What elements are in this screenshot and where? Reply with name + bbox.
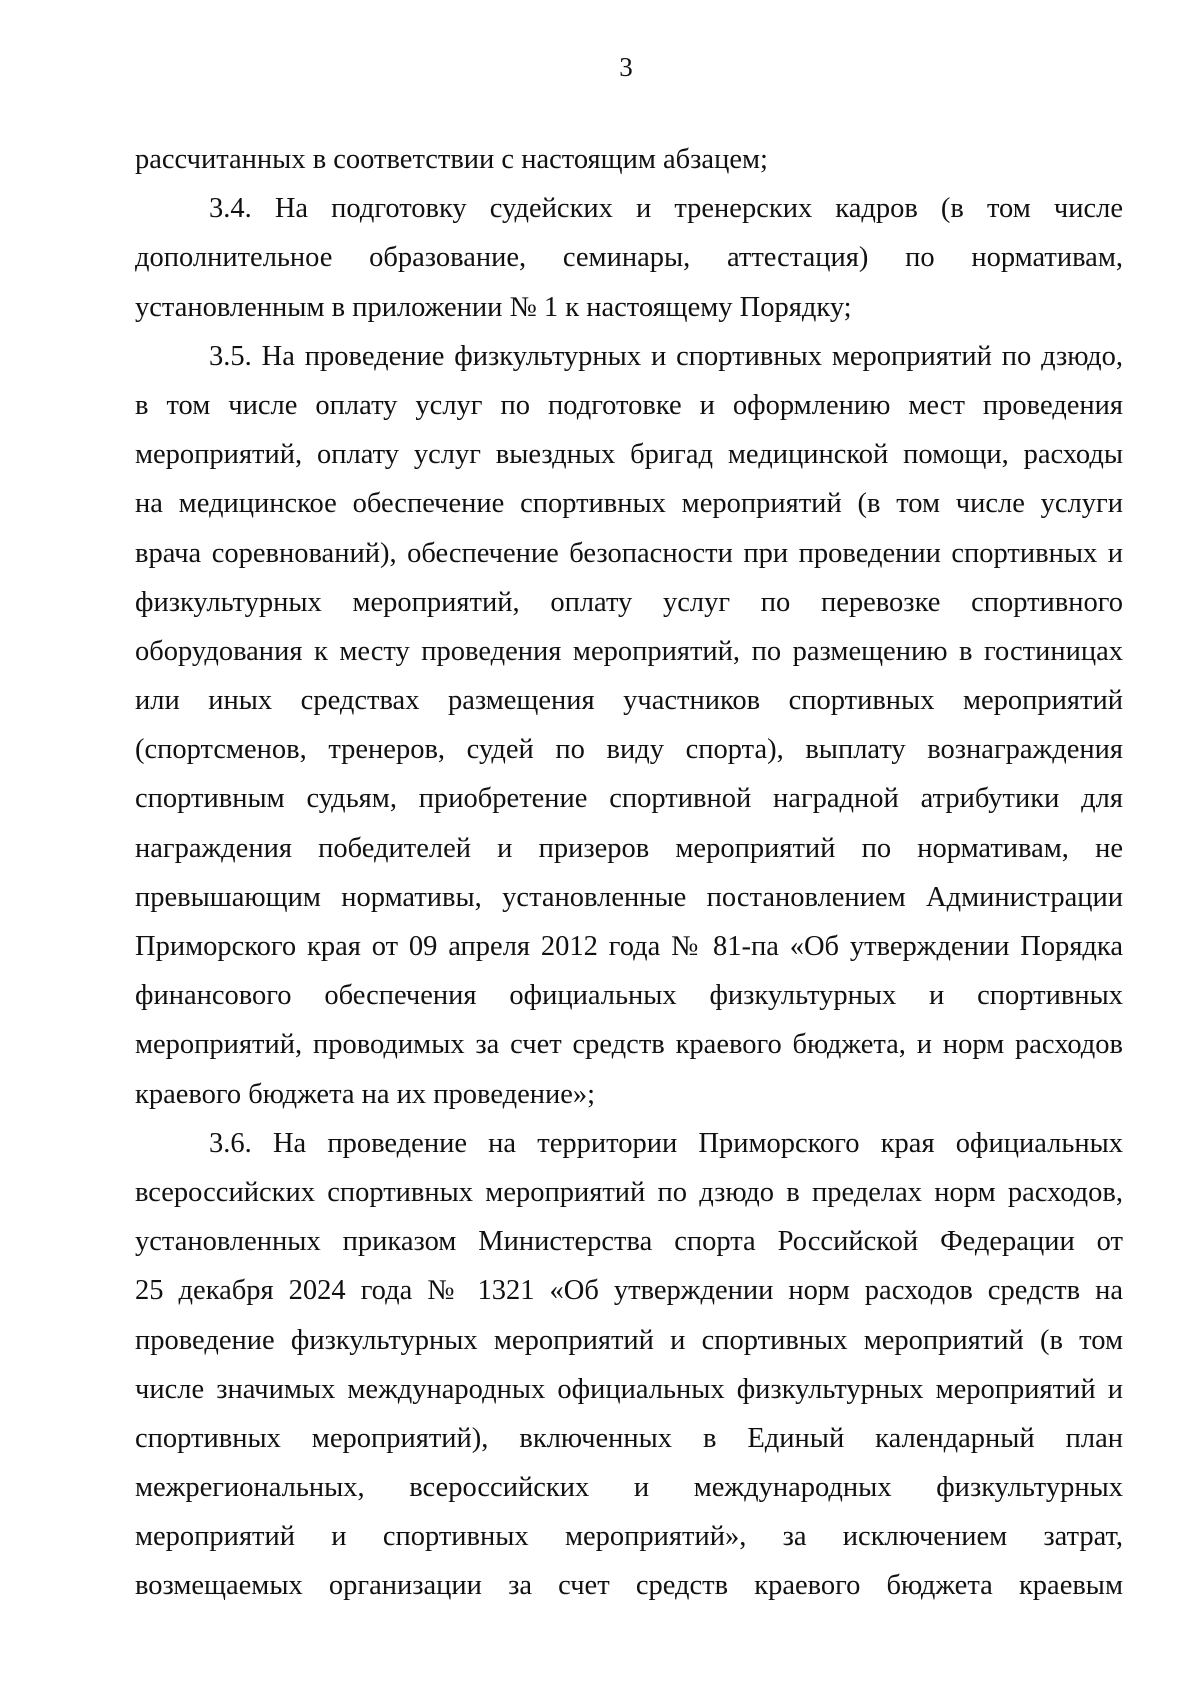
text-line: дополнительное образование, семинары, аттестация) по нормативам,: [135, 242, 1123, 274]
page-number: 3: [619, 52, 633, 82]
paragraph-3-6-first-line: 3.6. На проведение на территории Приморского края официальных: [209, 1127, 1123, 1159]
text-line: всероссийских спортивных мероприятий по дзюдо в пределах норм расходов,: [135, 1176, 1123, 1208]
text-line: физкультурных мероприятий, оплату услуг по перевозке спортивного: [135, 586, 1123, 618]
text-line: мероприятий, оплату услуг выездных бригад медицинской помощи, расходы: [135, 439, 1123, 471]
text-line: врача соревнований), обеспечение безопасности при проведении спортивных и: [135, 537, 1123, 569]
text-line: установленных приказом Министерства спорта Российской Федерации от: [135, 1226, 1123, 1258]
text-line: оборудования к месту проведения мероприятий, по размещению в гостиницах: [135, 635, 1123, 667]
text-line: на медицинское обеспечение спортивных мероприятий (в том числе услуги: [135, 488, 1123, 520]
paragraph-3-5-first-line: 3.5. На проведение физкультурных и спортивных мероприятий по дзюдо,: [209, 340, 1123, 372]
text-line: числе значимых международных официальных физкультурных мероприятий и: [135, 1373, 1123, 1405]
text-line: Приморского края от 09 апреля 2012 года № 81-па «Об утверждении Порядка: [135, 931, 1123, 962]
text-line: краевого бюджета на их проведение»;: [135, 1078, 596, 1110]
text-line: (спортсменов, тренеров, судей по виду спорта), выплату вознаграждения: [135, 734, 1123, 766]
document-body: [135, 135, 1123, 1611]
paragraph-3-4-first-line: 3.4. На подготовку судейских и тренерских кадров (в том числе: [209, 193, 1123, 225]
text-line: проведение физкультурных мероприятий и спортивных мероприятий (в том: [135, 1324, 1123, 1356]
text-line: награждения победителей и призеров мероприятий по нормативам, не: [135, 832, 1123, 864]
text-line: возмещаемых организации за счет средств краевого бюджета краевым: [135, 1570, 1123, 1602]
text-line: превышающим нормативы, установленные постановлением Администрации: [135, 881, 1123, 913]
text-line: мероприятий, проводимых за счет средств краевого бюджета, и норм расходов: [135, 1029, 1123, 1061]
text-line: в том числе оплату услуг по подготовке и оформлению мест проведения: [135, 389, 1123, 421]
text-line: или иных средствах размещения участников спортивных мероприятий: [135, 685, 1123, 717]
text-line: межрегиональных, всероссийских и международных физкультурных: [135, 1472, 1123, 1504]
text-line: установленным в приложении № 1 к настоящему Порядку;: [135, 291, 852, 323]
text-line: спортивным судьям, приобретение спортивной наградной атрибутики для: [135, 783, 1123, 815]
text-line: рассчитанных в соответствии с настоящим абзацем;: [135, 144, 768, 175]
text-line: финансового обеспечения официальных физкультурных и спортивных: [135, 980, 1123, 1012]
text-line: 25 декабря 2024 года № 1321 «Об утверждении норм расходов средств на: [135, 1275, 1123, 1307]
text-line: спортивных мероприятий), включенных в Единый календарный план: [135, 1422, 1123, 1454]
text-line: мероприятий и спортивных мероприятий», за исключением затрат,: [135, 1521, 1123, 1553]
